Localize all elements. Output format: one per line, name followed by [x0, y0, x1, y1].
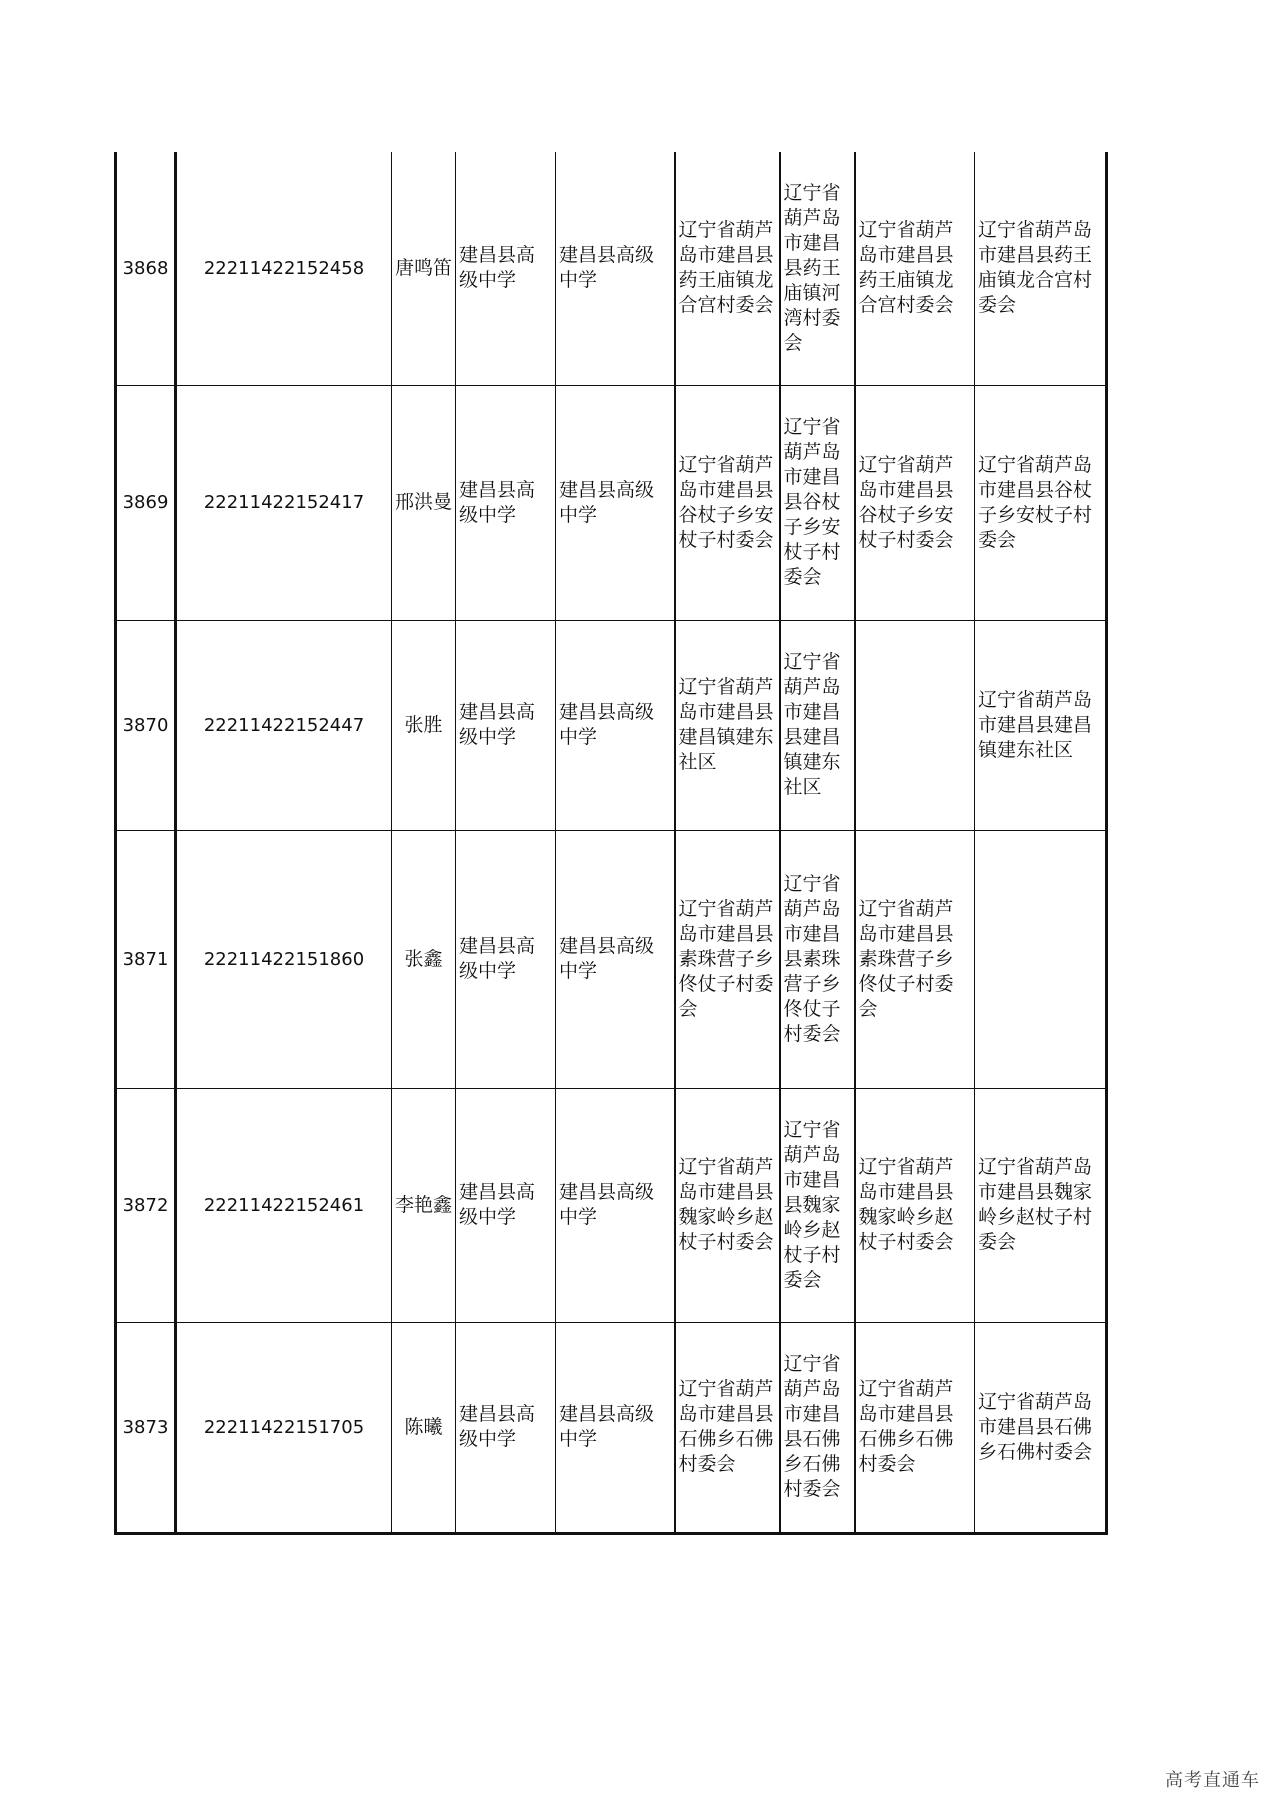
table-row — [116, 620, 1107, 830]
table-row — [116, 1322, 1107, 1533]
candidate-id-cell: 22211422151705 — [176, 1322, 392, 1533]
address-cell-1: 辽宁省葫芦岛市建昌县药王庙镇龙合宫村委会 — [675, 152, 780, 385]
address-cell-1: 辽宁省葫芦岛市建昌县谷杖子乡安杖子村委会 — [675, 385, 780, 620]
address-cell-2: 辽宁省葫芦岛市建昌县谷杖子乡安杖子村委会 — [780, 385, 855, 620]
seq-cell: 3873 — [116, 1322, 176, 1533]
seq-cell: 3871 — [116, 830, 176, 1088]
name-cell: 张胜 — [392, 620, 456, 830]
address-cell-1: 辽宁省葫芦岛市建昌县建昌镇建东社区 — [675, 620, 780, 830]
school-cell: 建昌县高级中学 — [456, 620, 556, 830]
address-cell-3: 辽宁省葫芦岛市建昌县素珠营子乡佟仗子村委会 — [855, 830, 975, 1088]
school-cell-2: 建昌县高级中学 — [556, 152, 675, 385]
candidate-id-cell: 22211422152461 — [176, 1088, 392, 1322]
school-cell: 建昌县高级中学 — [456, 152, 556, 385]
seq-cell: 3870 — [116, 620, 176, 830]
address-cell-1: 辽宁省葫芦岛市建昌县魏家岭乡赵杖子村委会 — [675, 1088, 780, 1322]
address-cell-1: 辽宁省葫芦岛市建昌县石佛乡石佛村委会 — [675, 1322, 780, 1533]
candidate-id-cell: 22211422152447 — [176, 620, 392, 830]
seq-cell: 3869 — [116, 385, 176, 620]
name-cell: 邢洪曼 — [392, 385, 456, 620]
address-cell-3: 辽宁省葫芦岛市建昌县魏家岭乡赵杖子村委会 — [855, 1088, 975, 1322]
name-cell: 唐鸣笛 — [392, 152, 456, 385]
seq-cell: 3872 — [116, 1088, 176, 1322]
table-row — [116, 830, 1107, 1088]
address-cell-2: 辽宁省葫芦岛市建昌县药王庙镇河湾村委会 — [780, 152, 855, 385]
watermark-text: 高考直通车 — [1165, 1770, 1260, 1791]
school-cell-2: 建昌县高级中学 — [556, 830, 675, 1088]
address-cell-4: 辽宁省葫芦岛市建昌县石佛乡石佛村委会 — [975, 1322, 1107, 1533]
candidate-id-cell: 22211422151860 — [176, 830, 392, 1088]
name-cell: 张鑫 — [392, 830, 456, 1088]
address-cell-3: 辽宁省葫芦岛市建昌县谷杖子乡安杖子村委会 — [855, 385, 975, 620]
school-cell-2: 建昌县高级中学 — [556, 1322, 675, 1533]
address-cell-3 — [855, 620, 975, 830]
school-cell: 建昌县高级中学 — [456, 1088, 556, 1322]
roster-table — [114, 152, 1108, 1535]
school-cell-2: 建昌县高级中学 — [556, 385, 675, 620]
table-row — [116, 152, 1107, 385]
address-cell-2: 辽宁省葫芦岛市建昌县石佛乡石佛村委会 — [780, 1322, 855, 1533]
address-cell-2: 辽宁省葫芦岛市建昌县魏家岭乡赵杖子村委会 — [780, 1088, 855, 1322]
school-cell-2: 建昌县高级中学 — [556, 620, 675, 830]
school-cell: 建昌县高级中学 — [456, 385, 556, 620]
address-cell-4 — [975, 830, 1107, 1088]
school-cell: 建昌县高级中学 — [456, 830, 556, 1088]
address-cell-2: 辽宁省葫芦岛市建昌县建昌镇建东社区 — [780, 620, 855, 830]
candidate-id-cell: 22211422152417 — [176, 385, 392, 620]
address-cell-4: 辽宁省葫芦岛市建昌县魏家岭乡赵杖子村委会 — [975, 1088, 1107, 1322]
name-cell: 李艳鑫 — [392, 1088, 456, 1322]
seq-cell: 3868 — [116, 152, 176, 385]
address-cell-3: 辽宁省葫芦岛市建昌县石佛乡石佛村委会 — [855, 1322, 975, 1533]
school-cell: 建昌县高级中学 — [456, 1322, 556, 1533]
address-cell-1: 辽宁省葫芦岛市建昌县素珠营子乡佟仗子村委会 — [675, 830, 780, 1088]
address-cell-3: 辽宁省葫芦岛市建昌县药王庙镇龙合宫村委会 — [855, 152, 975, 385]
address-cell-2: 辽宁省葫芦岛市建昌县素珠营子乡佟仗子村委会 — [780, 830, 855, 1088]
address-cell-4: 辽宁省葫芦岛市建昌县谷杖子乡安杖子村委会 — [975, 385, 1107, 620]
school-cell-2: 建昌县高级中学 — [556, 1088, 675, 1322]
address-cell-4: 辽宁省葫芦岛市建昌县建昌镇建东社区 — [975, 620, 1107, 830]
name-cell: 陈曦 — [392, 1322, 456, 1533]
address-cell-4: 辽宁省葫芦岛市建昌县药王庙镇龙合宫村委会 — [975, 152, 1107, 385]
table-row — [116, 1088, 1107, 1322]
candidate-id-cell: 22211422152458 — [176, 152, 392, 385]
table-row — [116, 385, 1107, 620]
